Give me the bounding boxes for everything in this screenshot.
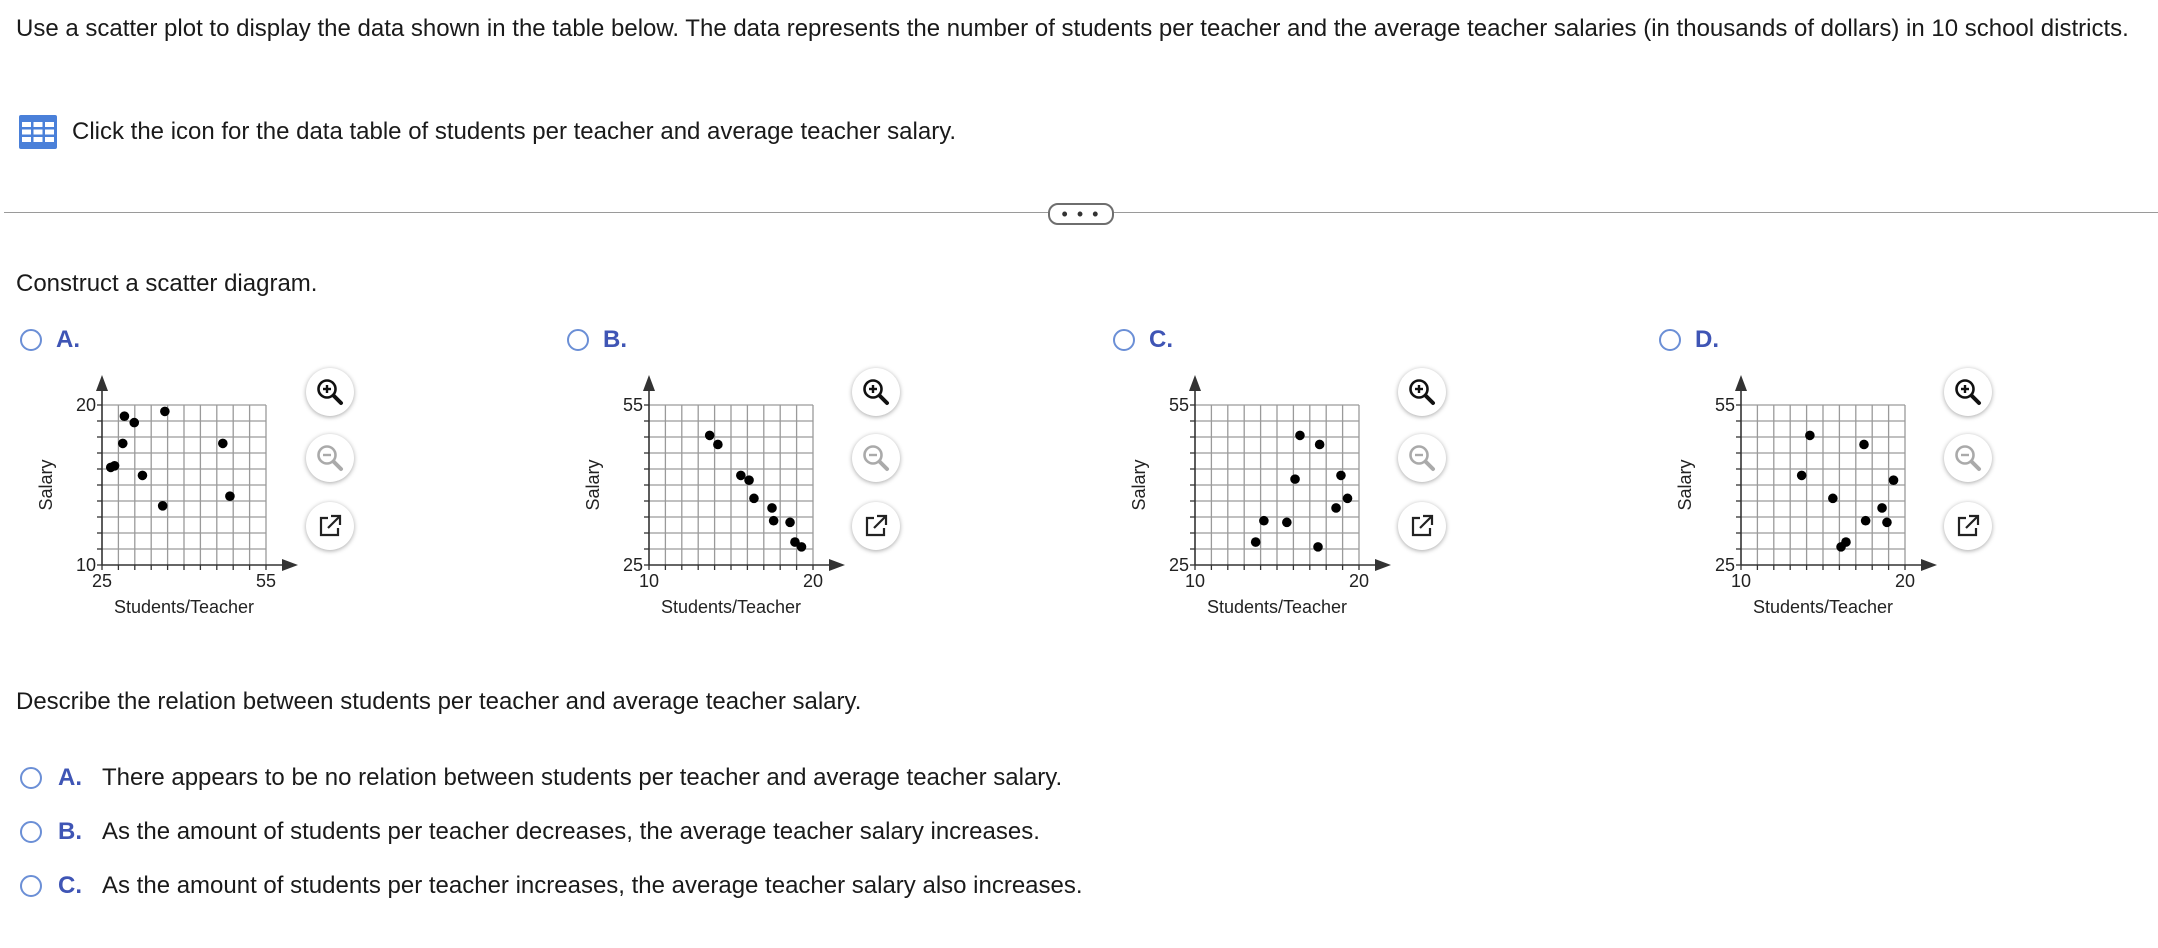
data-point xyxy=(1295,431,1305,441)
popout-icon xyxy=(1953,511,1983,541)
x-tick-label: 20 xyxy=(1894,571,1916,591)
zoom-in-icon xyxy=(1406,376,1438,408)
data-point xyxy=(1282,518,1292,528)
x-axis-arrow xyxy=(1375,559,1391,571)
popout-button[interactable] xyxy=(852,502,900,550)
radio-button[interactable] xyxy=(20,767,42,789)
radio-button[interactable] xyxy=(20,821,42,843)
scatter-option-a[interactable] xyxy=(20,326,80,354)
x-axis-arrow xyxy=(1921,559,1937,571)
data-point xyxy=(705,431,715,441)
y-tick-label: 55 xyxy=(1714,395,1735,415)
y-axis-label: Salary xyxy=(1129,459,1149,511)
data-point xyxy=(1889,475,1899,485)
zoom-out-icon xyxy=(1406,442,1438,474)
option-text: There appears to be no relation between students per teacher and average teacher salary. xyxy=(102,764,1063,791)
popout-button[interactable] xyxy=(306,502,354,550)
y-axis-arrow xyxy=(1735,375,1747,391)
data-point xyxy=(160,407,170,417)
data-point xyxy=(785,518,795,528)
scatter-chart-b xyxy=(567,360,867,630)
data-point xyxy=(1259,516,1269,526)
popout-button[interactable] xyxy=(1398,502,1446,550)
data-point xyxy=(713,440,723,450)
scatter-option-c[interactable] xyxy=(1113,326,1173,354)
zoom-out-button[interactable] xyxy=(1944,434,1992,482)
x-tick-label: 25 xyxy=(91,571,113,591)
zoom-out-button[interactable] xyxy=(1398,434,1446,482)
x-tick-label: 20 xyxy=(802,571,824,591)
x-tick-label: 10 xyxy=(1730,571,1752,591)
table-grid-icon[interactable] xyxy=(18,114,58,150)
data-point xyxy=(1828,494,1838,504)
x-axis-arrow xyxy=(829,559,845,571)
data-point xyxy=(1859,440,1869,450)
data-point xyxy=(1841,537,1851,547)
data-point xyxy=(129,418,139,428)
y-axis-arrow xyxy=(643,375,655,391)
option-letter: A. xyxy=(58,764,82,791)
popout-icon xyxy=(861,511,891,541)
option-text: As the amount of students per teacher decreases, the average teacher salary increases. xyxy=(102,818,1040,845)
y-tick-label: 55 xyxy=(1168,395,1189,415)
zoom-out-button[interactable] xyxy=(852,434,900,482)
data-point xyxy=(110,461,120,471)
y-tick-label: 55 xyxy=(622,395,643,415)
data-table-link[interactable] xyxy=(18,112,956,152)
data-point xyxy=(797,542,807,552)
y-axis-label: Salary xyxy=(583,459,603,511)
popout-icon xyxy=(1407,511,1437,541)
data-point xyxy=(218,439,228,449)
data-point xyxy=(769,516,779,526)
data-table-link-label[interactable]: Click the icon for the data table of students per teacher and average teacher salary. xyxy=(72,118,957,145)
radio-button[interactable] xyxy=(20,329,42,351)
zoom-in-button[interactable] xyxy=(852,368,900,416)
data-point xyxy=(138,471,148,481)
x-axis-arrow xyxy=(282,559,298,571)
radio-button[interactable] xyxy=(1659,329,1681,351)
y-axis-arrow xyxy=(1189,375,1201,391)
option-letter: B. xyxy=(58,818,82,845)
y-tick-label: 20 xyxy=(75,395,96,415)
x-tick-label: 10 xyxy=(1184,571,1206,591)
relation-option-b[interactable] xyxy=(20,818,1040,846)
y-axis-label: Salary xyxy=(36,459,56,511)
scatter-chart-c xyxy=(1113,360,1413,630)
data-point xyxy=(1336,471,1346,481)
popout-icon xyxy=(315,511,345,541)
data-point xyxy=(1331,503,1341,513)
zoom-in-icon xyxy=(314,376,346,408)
y-tick-label: 25 xyxy=(1168,555,1189,575)
x-axis-label: Students/Teacher xyxy=(1206,597,1348,617)
relation-option-a[interactable] xyxy=(20,764,1062,792)
data-point xyxy=(1805,431,1815,441)
x-tick-label: 20 xyxy=(1348,571,1370,591)
scatter-option-d[interactable] xyxy=(1659,326,1719,354)
radio-button[interactable] xyxy=(1113,329,1135,351)
option-letter: C. xyxy=(1149,326,1173,353)
option-letter: A. xyxy=(56,326,80,353)
data-point xyxy=(744,475,754,485)
scatter-chart-a xyxy=(20,360,320,630)
y-tick-label: 25 xyxy=(622,555,643,575)
zoom-in-button[interactable] xyxy=(1944,368,1992,416)
data-point xyxy=(1882,518,1892,528)
data-point xyxy=(1877,503,1887,513)
y-axis-label: Salary xyxy=(1675,459,1695,511)
option-letter: C. xyxy=(58,872,82,899)
y-tick-label: 25 xyxy=(1714,555,1735,575)
scatter-option-b[interactable] xyxy=(567,326,627,354)
radio-button[interactable] xyxy=(20,875,42,897)
zoom-out-button[interactable] xyxy=(306,434,354,482)
data-point xyxy=(736,471,746,481)
zoom-in-icon xyxy=(1952,376,1984,408)
popout-button[interactable] xyxy=(1944,502,1992,550)
x-axis-label: Students/Teacher xyxy=(1752,597,1894,617)
data-point xyxy=(1797,471,1807,481)
question-construct-scatter: Construct a scatter diagram. xyxy=(16,270,318,297)
scatter-chart-d xyxy=(1659,360,1959,630)
y-tick-label: 10 xyxy=(75,555,96,575)
data-point xyxy=(1315,440,1325,450)
option-letter: D. xyxy=(1695,326,1719,353)
x-axis-label: Students/Teacher xyxy=(113,597,255,617)
data-point xyxy=(749,494,759,504)
expand-more-button[interactable]: • • • xyxy=(1048,203,1114,225)
data-point xyxy=(1251,537,1261,547)
y-axis-arrow xyxy=(96,375,108,391)
data-point xyxy=(1343,494,1353,504)
zoom-in-button[interactable] xyxy=(1398,368,1446,416)
option-letter: B. xyxy=(603,326,627,353)
data-point xyxy=(120,411,130,421)
problem-prompt: Use a scatter plot to display the data shown in the table below. The data represents the number of students per teacher and the average teacher salaries (in thousands of dollars) in 10 school districts. xyxy=(16,15,2129,42)
x-tick-label: 55 xyxy=(255,571,277,591)
relation-option-c[interactable] xyxy=(20,872,1083,900)
data-point xyxy=(1290,474,1300,484)
question-describe-relation: Describe the relation between students per teacher and average teacher salary. xyxy=(16,688,862,715)
zoom-out-icon xyxy=(860,442,892,474)
radio-button[interactable] xyxy=(567,329,589,351)
data-point xyxy=(767,503,777,513)
data-point xyxy=(225,491,235,501)
zoom-out-icon xyxy=(1952,442,1984,474)
data-point xyxy=(158,501,168,511)
x-tick-label: 10 xyxy=(638,571,660,591)
data-point xyxy=(1313,542,1323,552)
zoom-in-button[interactable] xyxy=(306,368,354,416)
data-point xyxy=(1861,516,1871,526)
zoom-out-icon xyxy=(314,442,346,474)
data-point xyxy=(118,439,128,449)
x-axis-label: Students/Teacher xyxy=(660,597,802,617)
zoom-in-icon xyxy=(860,376,892,408)
option-text: As the amount of students per teacher increases, the average teacher salary also increases. xyxy=(102,872,1083,899)
